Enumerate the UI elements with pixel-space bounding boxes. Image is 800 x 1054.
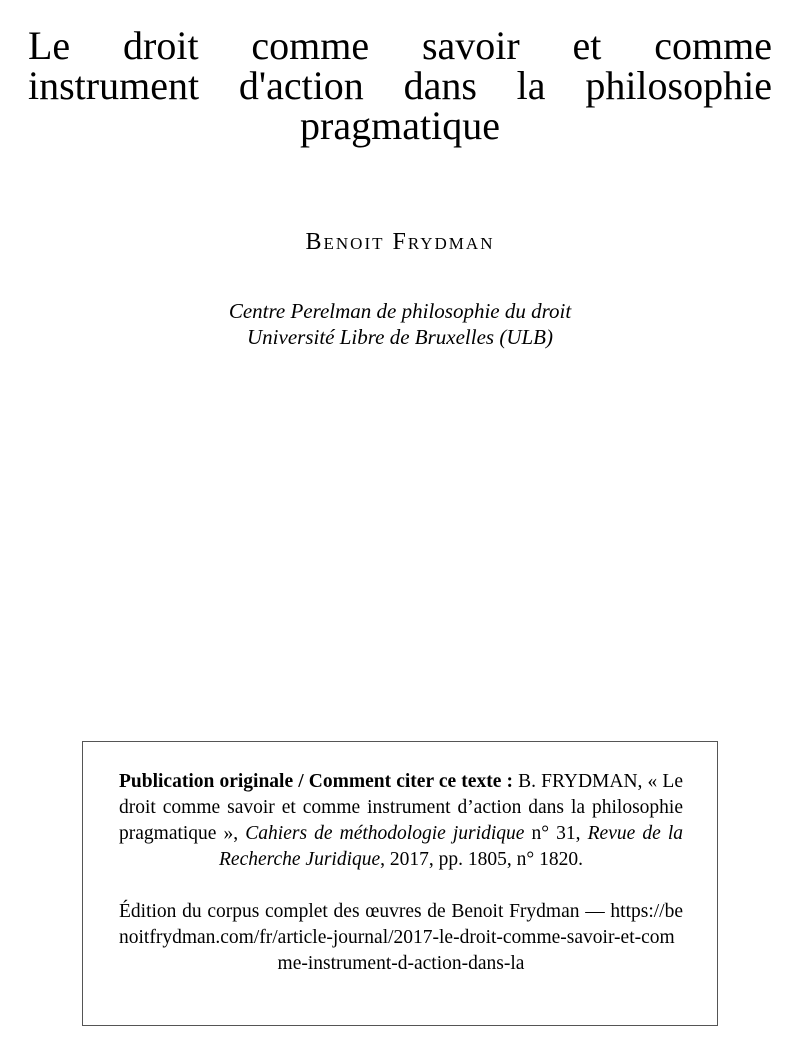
citation-box: [82, 741, 718, 1026]
title-word: Le: [28, 23, 71, 68]
affiliation-line-2: Université Libre de Bruxelles (ULB): [247, 325, 553, 349]
citation-series: Cahiers de méthodologie juridique: [245, 823, 525, 844]
citation-details: , 2017, pp. 1805, n° 1820.: [380, 849, 583, 870]
citation-journal: Revue de la Recherche Juridique: [219, 823, 684, 870]
author-name: Benoit Frydman: [305, 229, 495, 255]
author-affiliation: [0, 298, 800, 350]
title-word: droit: [123, 23, 199, 68]
affiliation-line-1: Centre Perelman de philosophie du droit: [228, 299, 572, 323]
citation-number: n° 31,: [531, 823, 581, 844]
title-word: instrument: [28, 63, 200, 108]
title-line-1: [28, 23, 772, 68]
title-word: dans: [403, 63, 477, 108]
document-title: [28, 23, 772, 148]
citation-paragraph: [119, 769, 683, 873]
title-word: comme: [251, 23, 370, 68]
edition-text: Édition du corpus complet des œuvres de Benoit Frydman —: [119, 901, 605, 922]
title-word: savoir: [421, 23, 520, 68]
title-word: comme: [654, 23, 772, 68]
title-line-3: pragmatique: [300, 103, 500, 148]
citation-author: B. FRYDMAN,: [518, 771, 643, 792]
title-line-2: [28, 63, 772, 108]
title-word: la: [516, 63, 546, 108]
title-word: d'action: [238, 63, 364, 108]
edition-paragraph: [119, 899, 683, 977]
title-word: philosophie: [585, 63, 772, 108]
title-word: et: [572, 23, 602, 68]
edition-url-link[interactable]: https://benoitfrydman.com/fr/article-journal/2017-le-droit-comme-savoir-et-comme-instrument-d-action-dans-la: [119, 901, 684, 974]
citation-label: Publication originale / Comment citer ce texte :: [119, 771, 513, 792]
citation-article-title: « Le droit comme savoir et comme instrument d’action dans la philosophie pragmatique »,: [119, 771, 683, 844]
